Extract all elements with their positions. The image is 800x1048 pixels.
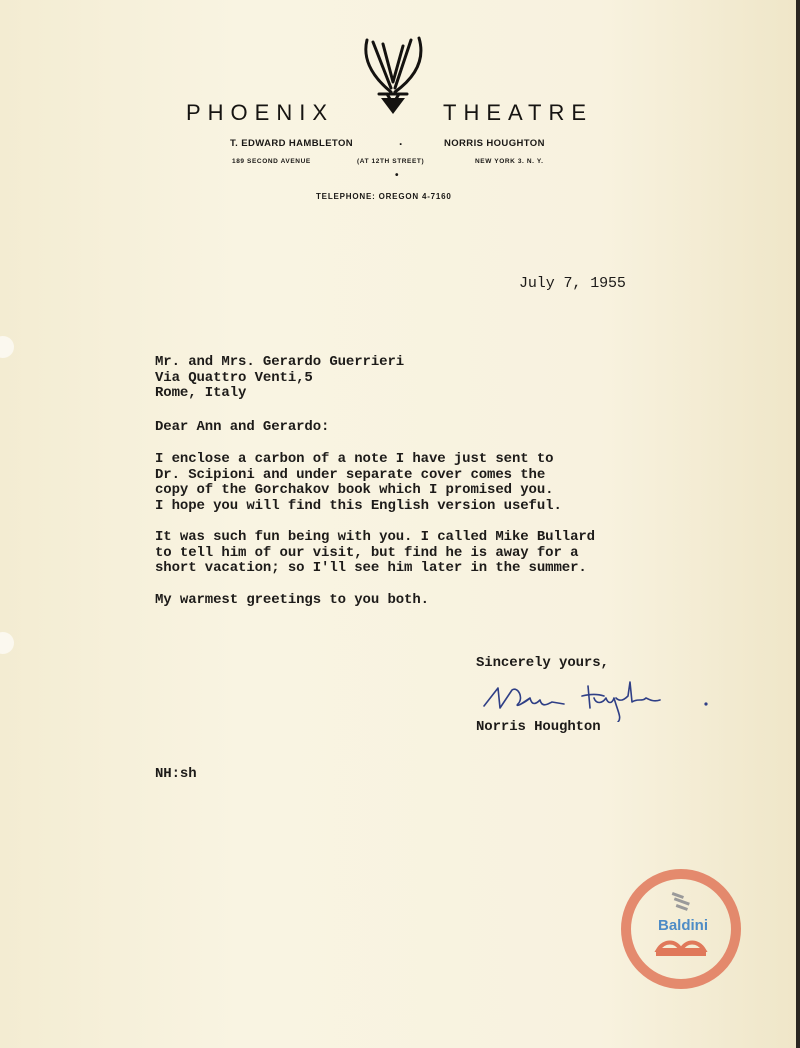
telephone: TELEPHONE: OREGON 4-7160 — [316, 192, 452, 201]
closing: Sincerely yours, — [476, 655, 609, 671]
address-cross-street: (AT 12TH STREET) — [357, 158, 425, 165]
paragraph-2: It was such fun being with you. I called Mike Bullard to tell him of our visit, but find he is away for a short vacation; so I'll see him later in the summer. — [155, 529, 595, 576]
address-street: 189 SECOND AVENUE — [232, 158, 311, 165]
page-edge — [796, 0, 800, 1048]
producer-hambleton: T. EDWARD HAMBLETON — [230, 138, 354, 149]
paragraph-3: My warmest greetings to you both. — [155, 592, 429, 608]
typist-initials: NH:sh — [155, 766, 197, 782]
letterhead-bullet: • — [395, 170, 399, 181]
handwritten-signature — [478, 678, 714, 722]
phoenix-logo-icon — [361, 34, 425, 118]
letter-date: July 7, 1955 — [519, 275, 626, 292]
producer-separator: . — [399, 134, 403, 148]
letterhead-name-right: THEATRE — [443, 100, 594, 125]
paragraph-1: I enclose a carbon of a note I have just sent to Dr. Scipioni and under separate cover comes the copy of the Gorchakov book which I promised you. I hope you will find this English version useful. — [155, 451, 562, 514]
address-city: NEW YORK 3. N. Y. — [475, 158, 544, 165]
producer-houghton: NORRIS HOUGHTON — [444, 138, 545, 149]
letterhead-name-left: PHOENIX — [186, 100, 335, 125]
signer-name: Norris Houghton — [476, 719, 601, 735]
salutation: Dear Ann and Gerardo: — [155, 419, 330, 435]
recipient-address: Mr. and Mrs. Gerardo Guerrieri Via Quattro Venti,5 Rome, Italy — [155, 354, 405, 401]
archive-stamp-label: Baldini — [658, 917, 709, 934]
